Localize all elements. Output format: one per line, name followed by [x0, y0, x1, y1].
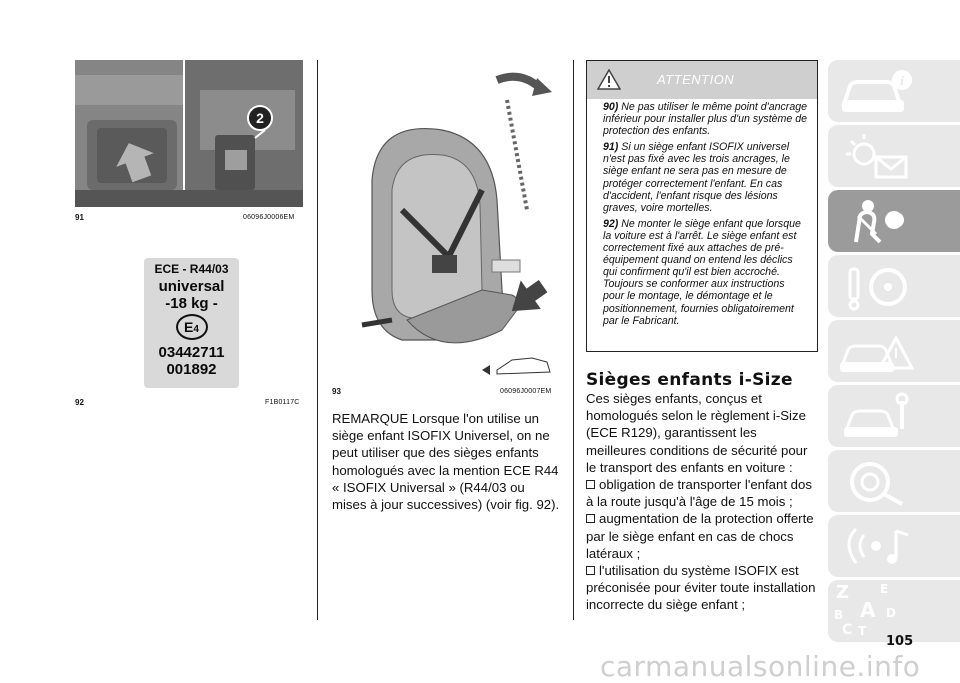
label-line-approval: 03442711 — [158, 344, 225, 361]
attention-title: ATTENTION — [657, 72, 735, 87]
attention-item-text: Ne monter le siège enfant que lorsque la voiture est à l'arrêt. Le siège enfant est correctement fixé aux attaches de pré-équipement quand on entend les déclics qui confirment qu'il est bien accroché. Toujours se conformer aux instructions pour le montage, le démontage et le positionnement, fournies obligatoirement par le Fabricant. — [603, 217, 801, 327]
attention-item-number: 92) — [603, 217, 619, 230]
tab-technical-data[interactable] — [828, 450, 960, 512]
technical-data-icon — [836, 454, 926, 509]
e4-approval-mark: E4 — [176, 314, 208, 340]
label-line-weight: -18 kg - — [165, 295, 218, 312]
index-letter: Z — [836, 582, 850, 603]
bullet-item — [586, 562, 818, 614]
emergency-icon — [836, 324, 926, 379]
starting-driving-icon — [836, 259, 926, 314]
figure-93-number: 93 — [332, 387, 341, 396]
index-letter: D — [886, 606, 896, 620]
figure-93-code: 06096J0007EM — [500, 388, 552, 395]
figure-93-illustration — [332, 60, 560, 380]
attention-header — [587, 61, 817, 99]
bullet-text: l'utilisation du système ISOFIX est préconisée pour éviter toute installation incorrecte du siège enfant ; — [586, 563, 816, 613]
tab-maintenance[interactable] — [828, 385, 960, 447]
child-seat-illustration — [332, 60, 560, 380]
index-letter: E — [880, 582, 889, 596]
tab-car-info[interactable] — [828, 60, 960, 122]
attention-item — [587, 139, 817, 216]
warning-lights-icon — [836, 129, 926, 184]
remarque-paragraph: REMARQUE Lorsque l'on utilise un siège enfant ISOFIX Universel, on ne peut utiliser que des sièges enfants homologués avec la mention ECE R44 « ISOFIX Universal » (R44/03 ou mises à jour successives) (voir fig. 92). — [332, 411, 560, 513]
car-info-icon — [836, 64, 926, 119]
section-intro: Ces sièges enfants, conçus et homologués selon le règlement i-Size (ECE R129), garantissent les meilleures conditions de sécurité pour le transport des enfants en voiture : — [586, 391, 808, 475]
multimedia-icon — [836, 519, 926, 574]
figure-92-number: 92 — [75, 398, 84, 407]
attention-item-number: 90) — [603, 101, 619, 113]
attention-item-text: Ne pas utiliser le même point d'ancrage inférieur pour installer plus d'un système de protection des enfants. — [603, 101, 808, 138]
tab-warning-lights[interactable] — [828, 125, 960, 187]
attention-item — [587, 99, 817, 139]
column-divider-left — [317, 60, 318, 620]
label-line-universal: universal — [158, 278, 225, 295]
figure-91-photo — [75, 60, 303, 207]
index-icon — [834, 582, 904, 640]
warning-triangle-icon — [597, 69, 621, 90]
attention-box — [586, 60, 818, 352]
e4-country-code: 4 — [193, 324, 199, 335]
figure-91-number: 91 — [75, 213, 84, 222]
bullet-text: augmentation de la protection offerte par le siège enfant en cas de chocs latéraux ; — [586, 511, 814, 561]
index-letter: B — [834, 608, 844, 622]
attention-item — [587, 216, 817, 329]
checkbox-bullet-icon — [586, 480, 595, 489]
label-line-serial: 001892 — [166, 361, 217, 378]
watermark: carmanualsonline.info — [600, 650, 921, 683]
tab-index[interactable] — [828, 580, 960, 642]
section-title: Sièges enfants i-Size — [586, 370, 793, 390]
figure-91-code: 06096J0006EM — [243, 214, 295, 221]
figure-92-code: F1B0117C — [265, 399, 300, 406]
bullet-item — [586, 510, 818, 562]
index-letter: A — [860, 598, 876, 622]
svg-text:i: i — [900, 73, 904, 88]
attention-item-text: Si un siège enfant ISOFIX universel n'est pas fixé avec les trois ancrages, le siège enfant ne sera pas en mesure de protéger correctement l'enfant. En cas d'accident, l'enfant risque des lésions graves, voire mortelles. — [603, 141, 790, 214]
label-line-ece: ECE - R44/03 — [154, 262, 229, 276]
checkbox-bullet-icon — [586, 566, 595, 575]
attention-item-number: 91) — [603, 141, 619, 154]
tab-safety[interactable] — [828, 190, 960, 252]
index-letter: C — [842, 622, 853, 638]
page-number: 105 — [886, 634, 914, 649]
index-letter: T — [858, 624, 867, 638]
tab-emergency[interactable] — [828, 320, 960, 382]
tab-starting-driving[interactable] — [828, 255, 960, 317]
callout-marker-2: 2 — [247, 105, 273, 131]
column-divider-right — [573, 60, 574, 620]
isofix-anchor-illustration — [75, 60, 303, 207]
safety-airbag-icon — [836, 194, 926, 249]
ece-homologation-label — [144, 258, 239, 388]
maintenance-icon — [836, 389, 926, 444]
checkbox-bullet-icon — [586, 514, 595, 523]
section-body — [586, 390, 818, 614]
bullet-item — [586, 476, 818, 510]
tab-multimedia[interactable] — [828, 515, 960, 577]
bullet-text: obligation de transporter l'enfant dos à la route jusqu'à l'âge de 15 mois ; — [586, 477, 812, 510]
